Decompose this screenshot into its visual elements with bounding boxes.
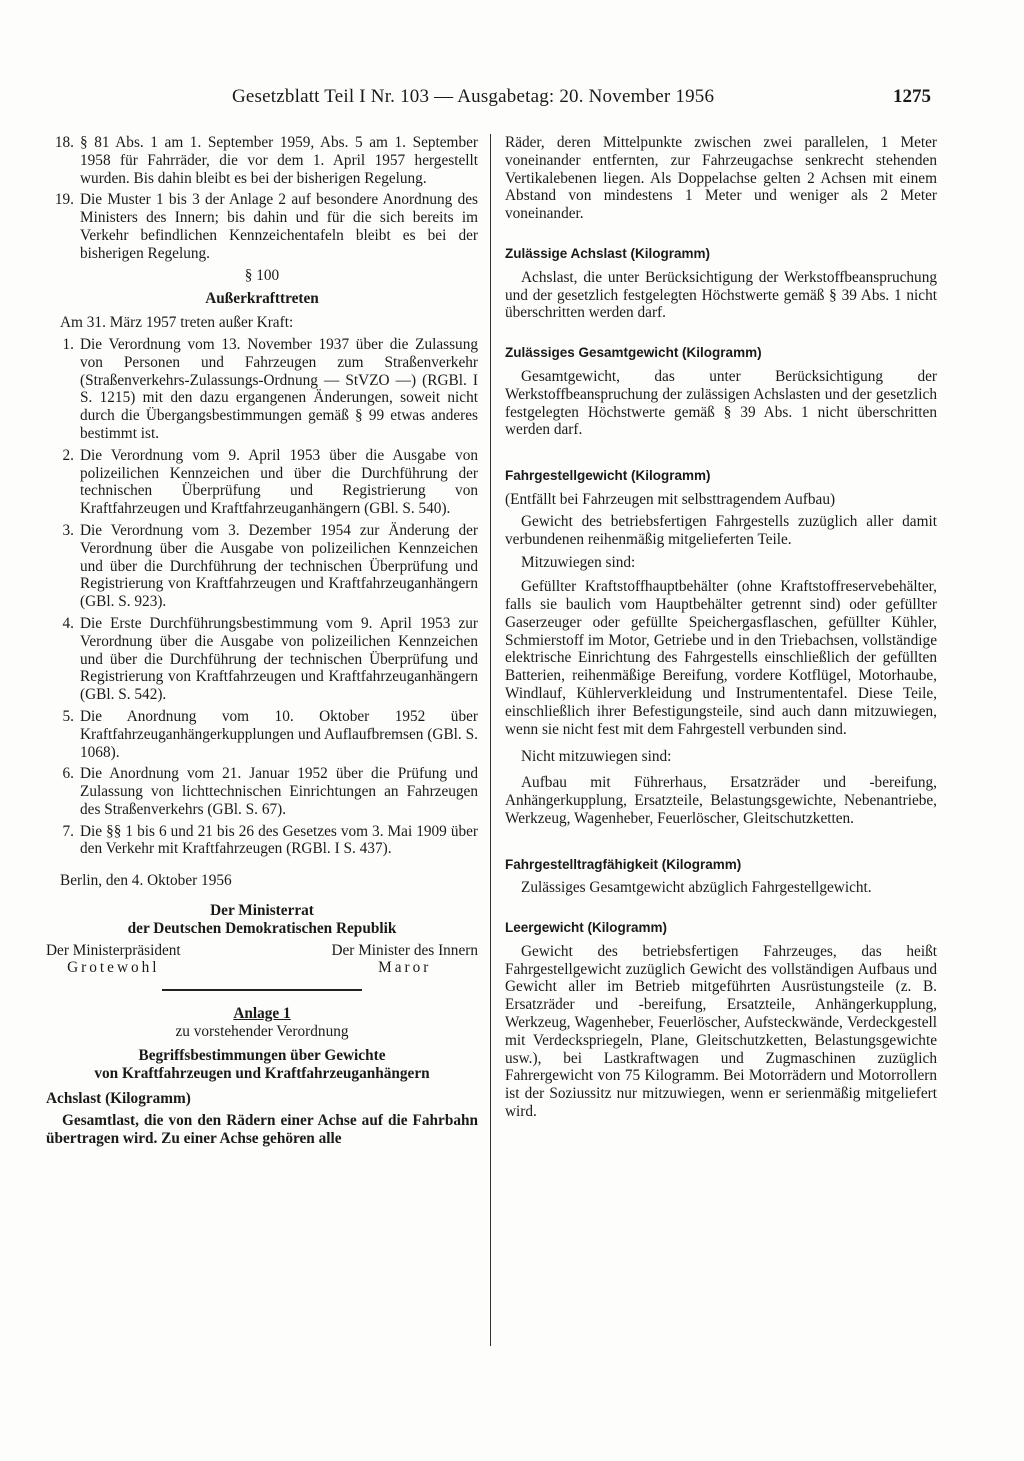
item-number: 5. bbox=[62, 707, 74, 725]
label-nicht-mitzuwiegen: Nicht mitzuwiegen sind: bbox=[521, 748, 672, 766]
item-number: 7. bbox=[62, 822, 74, 840]
signature-name-2: Maror bbox=[378, 959, 432, 977]
section-intro: Am 31. März 1957 treten außer Kraft: bbox=[60, 314, 294, 332]
list-item bbox=[46, 134, 478, 187]
item-number: 18. bbox=[54, 134, 74, 151]
place-date: Berlin, den 4. Oktober 1956 bbox=[60, 872, 232, 890]
paragraph-fahrgestelltragfaehigkeit: Zulässiges Gesamtgewicht abzüglich Fahrgestellgewicht. bbox=[521, 879, 872, 897]
paragraph-zulaessige-achslast: Achslast, die unter Berücksichtigung der Werkstoffbeanspruchung und der gesetzlich festgelegten Höchstwerte gemäß § 39 Abs. 1 nicht überschritten werden darf. bbox=[505, 268, 937, 322]
list-item bbox=[46, 522, 478, 611]
signature-title-1: Der Ministerpräsident bbox=[46, 941, 181, 959]
authority-line-1: Der Ministerrat bbox=[210, 902, 314, 920]
list-item bbox=[46, 336, 478, 443]
paragraph-leergewicht: Gewicht des betriebsfertigen Fahrzeuges, das heißt Fahrgestellgewicht zuzüglich Gewicht des vollständigen Aufbaus und Gewicht aller im Betrieb mitgeführten Ausrüstungsteile (z. B. Ersatzräder und -bereifung, Ersatzteile, Anhängerkupplung, Werkzeug, Wagenheber, Feuerlöscher, Aufsteckwände, Verdeckgestell mit Verdeckspriegeln, Plane, Gleitschutzketten, Belastungsgewichte usw.), bei Lastkraftwagen und Zugmaschinen zuzüglich Fahrergewicht von 75 Kilogramm. Bei Motorrädern und Motorrollern ist der Soziussitz nur mitzuwiegen, wenn er serienmäßig mitgeliefert wird. bbox=[505, 942, 937, 1121]
item-text: Die Verordnung vom 9. April 1953 über die Ausgabe von polizeilichen Kennzeichen und über die Durchführung der technischen Überprüfung und Registrierung von Kraftfahrzeugen und Kraftfahrzeuganhängern (GBl. S. 540). bbox=[80, 446, 478, 518]
authority-line-2: der Deutschen Demokratischen Republik bbox=[127, 919, 397, 937]
paragraph-fahrgestellgewicht: Gewicht des betriebsfertigen Fahrgestells zuzüglich aller damit verbundenen reihenmäßig mitgelieferten Teile. bbox=[505, 512, 937, 548]
item-number: 4. bbox=[62, 614, 74, 632]
item-text: Die Erste Durchführungsbestimmung vom 9. April 1953 zur Verordnung über die Ausgabe von polizeilichen Kennzeichen und über die Durchführung der technischen Überprüfung und Registrierung von Kraftfahrzeugen und Kraftfahrzeuganhängern (GBl. S. 542). bbox=[80, 614, 478, 704]
list-item bbox=[46, 823, 478, 859]
section-number: § 100 bbox=[244, 266, 280, 284]
signature-block-1 bbox=[46, 942, 181, 978]
paragraph-mitzuwiegen: Gefüllter Kraftstoffhauptbehälter (ohne Kraftstoffreservebehälter, falls sie baulich vom Hauptbehälter getrennt sind) oder gefüllter Gaserzeuger oder gefüllte Speichergasflaschen, gefüllter Kühler, Schmierstoff im Motor, Getriebe und in den Triebachsen, vollständige elektrische Einrichtung des Fahrgestells einschließlich der gefüllten Batterien, reihenmäßige Bereifung, vordere Kotflügel, Motorhaube, Windlauf, Kühlerverkleidung und Instrumententafel. Diese Teile, einschließlich ihrer Befestigungsteile, sind auch dann mitzuwiegen, wenn sie nicht fest mit dem Fahrgestell verbunden sind. bbox=[505, 578, 937, 738]
list-item bbox=[46, 191, 478, 262]
paragraph-zulaessiges-gesamtgewicht: Gesamtgewicht, das unter Berücksichtigung der Werkstoffbeanspruchung der zulässigen Achslasten und der gesetzlich festgelegten Höchstwerte gemäß § 39 Abs. 1 nicht überschritten werden darf. bbox=[505, 367, 937, 439]
separator-rule bbox=[162, 989, 362, 991]
section-title: Außerkrafttreten bbox=[205, 290, 319, 308]
left-column bbox=[46, 134, 478, 1148]
header-title: Gesetzblatt Teil I Nr. 103 — Ausgabetag: 20. November 1956 bbox=[232, 86, 715, 107]
item-number: 1. bbox=[62, 335, 74, 353]
item-text: Die Verordnung vom 3. Dezember 1954 zur Änderung der Verordnung über die Ausgabe von polizeilichen Kennzeichen und über die Durchführung der technischen Überprüfung und Registrierung von Kraftfahrzeugen und Kraftfahrzeuganhängern (GBl. S. 923). bbox=[80, 521, 478, 611]
item-text: Die §§ 1 bis 6 und 21 bis 26 des Gesetzes vom 3. Mai 1909 über den Verkehr mit Kraftfahrzeugen (RGBl. I S. 437). bbox=[80, 822, 478, 858]
item-text: Die Muster 1 bis 3 der Anlage 2 auf besondere Anordnung des Ministers des Innern; bis dahin und für die sich bereits im Verkehr befindlichen Kennzeichentafeln bleibt es bei der bisherigen Regelung. bbox=[80, 191, 478, 262]
annex-title: Anlage 1 bbox=[233, 1005, 291, 1023]
continuation-text: Räder, deren Mittelpunkte zwischen zwei parallelen, 1 Meter voneinander entfernten, zur Fahrzeugachse senkrecht stehenden Vertikalebenen liegen. Als Doppelachse gelten 2 Achsen mit einem Abstand von mindestens 1 Meter und weniger als 2 Meter voneinander. bbox=[505, 134, 937, 223]
paragraph-nicht-mitzuwiegen: Aufbau mit Führerhaus, Ersatzräder und -bereifung, Anhängerkupplung, Ersatzteile, Belastungsgewichte, Nebenantriebe, Werkzeug, Wagenheber, Feuerlöscher, Gleitschutzketten. bbox=[505, 774, 937, 827]
achslast-heading: Achslast (Kilogramm) bbox=[46, 1090, 191, 1108]
annex-subtitle: zu vorstehender Verordnung bbox=[175, 1023, 349, 1041]
achslast-text: Gesamtlast, die von den Rädern einer Achse auf die Fahrbahn übertragen wird. Zu einer Achse gehören alle bbox=[46, 1112, 478, 1148]
heading-fahrgestelltragfaehigkeit: Fahrgestelltragfähigkeit (Kilogramm) bbox=[505, 856, 742, 872]
signatures bbox=[46, 942, 478, 978]
item-text: Die Verordnung vom 13. November 1937 über die Zulassung von Personen und Fahrzeugen zum Straßenverkehr (Straßenverkehrs-Zulassungs-Ordnung — StVZO —) (RGBl. I S. 1215) mit den dazu ergangenen Änderungen, soweit nicht durch die Übergangsbestimmungen gemäß § 99 etwas anderes bestimmt ist. bbox=[80, 335, 478, 442]
heading-leergewicht: Leergewicht (Kilogramm) bbox=[505, 920, 668, 936]
item-text: Die Anordnung vom 21. Januar 1952 über die Prüfung und Zulassung von lichttechnischen Einrichtungen an Fahrzeugen des Straßenverkehrs (GBl. S. 67). bbox=[80, 765, 478, 818]
label-mitzuwiegen: Mitzuwiegen sind: bbox=[521, 554, 636, 572]
heading-zulaessiges-gesamtgewicht: Zulässiges Gesamtgewicht (Kilogramm) bbox=[505, 345, 762, 361]
item-text: Die Anordnung vom 10. Oktober 1952 über Kraftfahrzeuganhängerkupplungen und Auflaufbremsen (GBl. S. 1068). bbox=[80, 707, 478, 761]
heading-fahrgestellgewicht: Fahrgestellgewicht (Kilogramm) bbox=[505, 468, 711, 484]
column-divider bbox=[490, 134, 491, 1346]
signature-name-1: Grotewohl bbox=[67, 959, 160, 977]
page-header bbox=[0, 86, 1024, 116]
list-item bbox=[46, 615, 478, 704]
item-number: 6. bbox=[62, 765, 74, 783]
heading-zulaessige-achslast: Zulässige Achslast (Kilogramm) bbox=[505, 245, 711, 261]
annex-heading-1: Begriffsbestimmungen über Gewichte bbox=[138, 1046, 386, 1064]
item-text: § 81 Abs. 1 am 1. September 1959, Abs. 5 am 1. September 1958 für Fahrräder, die vor dem 1. April 1957 hergestellt wurden. Bis dahin bleibt es bei der bisherigen Regelung. bbox=[80, 134, 478, 187]
list-item bbox=[46, 708, 478, 761]
list-item bbox=[46, 765, 478, 818]
signature-title-2: Der Minister des Innern bbox=[331, 941, 478, 959]
signature-block-2 bbox=[331, 942, 478, 978]
list-item bbox=[46, 447, 478, 518]
page-number: 1275 bbox=[893, 86, 931, 107]
item-number: 2. bbox=[62, 446, 74, 464]
item-number: 3. bbox=[62, 521, 74, 539]
annex-heading-2: von Kraftfahrzeugen und Kraftfahrzeuganhängern bbox=[94, 1064, 430, 1082]
item-number: 19. bbox=[54, 191, 74, 209]
paragraph-entfaellt: (Entfällt bei Fahrzeugen mit selbsttragendem Aufbau) bbox=[505, 490, 836, 508]
right-column bbox=[505, 134, 937, 1121]
